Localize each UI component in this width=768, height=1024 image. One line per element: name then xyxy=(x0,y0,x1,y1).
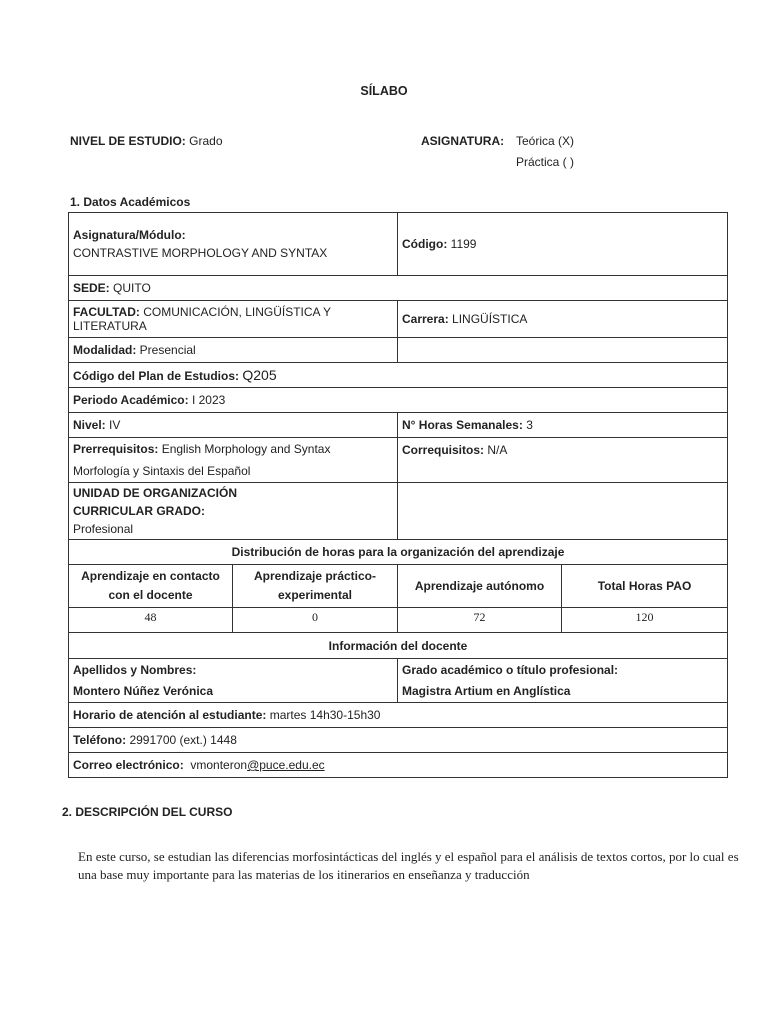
empty-cell xyxy=(398,483,728,540)
nivel-estudio-label: NIVEL DE ESTUDIO: xyxy=(70,134,186,148)
table-row xyxy=(69,388,728,413)
table-row xyxy=(69,276,728,301)
column-header: Aprendizaje práctico-experimental xyxy=(233,565,398,608)
hours-value: 0 xyxy=(233,608,398,633)
table-row xyxy=(69,438,728,483)
section-2-heading: 2. DESCRIPCIÓN DEL CURSO xyxy=(62,805,233,819)
hours-value: 72 xyxy=(398,608,562,633)
hours-value: 120 xyxy=(562,608,728,633)
table-row xyxy=(69,703,728,728)
docente-nombres-cell: Apellidos y Nombres: Montero Núñez Verónica xyxy=(69,659,398,703)
table-row xyxy=(69,338,728,363)
table-row xyxy=(69,728,728,753)
correquisitos-cell: Correquisitos: N/A xyxy=(398,438,728,483)
column-header: Aprendizaje autónomo xyxy=(398,565,562,608)
codigo-cell: Código: 1199 xyxy=(398,213,728,276)
column-header: Total Horas PAO xyxy=(562,565,728,608)
carrera-cell: Carrera: LINGÜÍSTICA xyxy=(398,301,728,338)
prerrequisitos-cell: Prerrequisitos: English Morphology and Syntax Morfología y Sintaxis del Español xyxy=(69,438,398,483)
facultad-cell: FACULTAD: COMUNICACIÓN, LINGÜÍSTICA Y LITERATURA xyxy=(69,301,398,338)
teorica-option: Teórica (X) xyxy=(516,134,575,148)
column-header: Aprendizaje en contacto con el docente xyxy=(69,565,233,608)
table-row xyxy=(69,213,728,276)
table-row xyxy=(69,301,728,338)
codigo-value: 1199 xyxy=(450,237,477,251)
correo-cell: Correo electrónico: vmonteron@puce.edu.ec xyxy=(69,753,728,778)
horario-cell: Horario de atención al estudiante: martes 14h30-15h30 xyxy=(69,703,728,728)
email-link[interactable]: vmonteron@puce.edu.ec xyxy=(190,758,325,772)
sede-cell: SEDE: QUITO xyxy=(69,276,728,301)
table-row xyxy=(69,565,728,608)
modalidad-cell: Modalidad: Presencial xyxy=(69,338,398,363)
nivel-estudio-value: Grado xyxy=(189,134,223,148)
telefono-cell: Teléfono: 2991700 (ext.) 1448 xyxy=(69,728,728,753)
table-row xyxy=(69,753,728,778)
academic-data-table xyxy=(68,212,728,778)
nivel-cell: Nivel: IV xyxy=(69,413,398,438)
plan-estudios-cell: Código del Plan de Estudios: Q205 xyxy=(69,363,728,388)
table-row xyxy=(69,483,728,540)
course-description: En este curso, se estudian las diferencias morfosintácticas del inglés y el español para el análisis de textos cortos, por lo cual es una base muy importante para las materias de los itinerarios en enseñanza y traducción xyxy=(78,849,739,882)
table-row xyxy=(69,659,728,703)
table-row xyxy=(69,363,728,388)
table-row xyxy=(69,633,728,659)
docente-grado-cell: Grado académico o título profesional: Magistra Artium en Anglística xyxy=(398,659,728,703)
empty-cell xyxy=(398,338,728,363)
table-row xyxy=(69,540,728,565)
page-title: SÍLABO xyxy=(360,84,408,98)
table-row xyxy=(69,608,728,633)
periodo-cell: Periodo Académico: I 2023 xyxy=(69,388,728,413)
asignatura-value: CONTRASTIVE MORPHOLOGY AND SYNTAX xyxy=(73,246,328,260)
table-row xyxy=(69,413,728,438)
horas-semanales-cell: N° Horas Semanales: 3 xyxy=(398,413,728,438)
unidad-organizacion-cell: UNIDAD DE ORGANIZACIÓN CURRICULAR GRADO: Profesional xyxy=(69,483,398,540)
asignatura-cell: Asignatura/Módulo: CONTRASTIVE MORPHOLOGY AND SYNTAX xyxy=(69,213,398,276)
practica-option: Práctica ( ) xyxy=(516,155,575,169)
docente-heading: Información del docente xyxy=(69,633,728,659)
nivel-estudio xyxy=(70,134,223,148)
hours-value: 48 xyxy=(69,608,233,633)
asignatura-label: ASIGNATURA: xyxy=(421,134,505,148)
section-1-heading: 1. Datos Académicos xyxy=(70,195,191,209)
distribucion-heading: Distribución de horas para la organización del aprendizaje xyxy=(69,540,728,565)
